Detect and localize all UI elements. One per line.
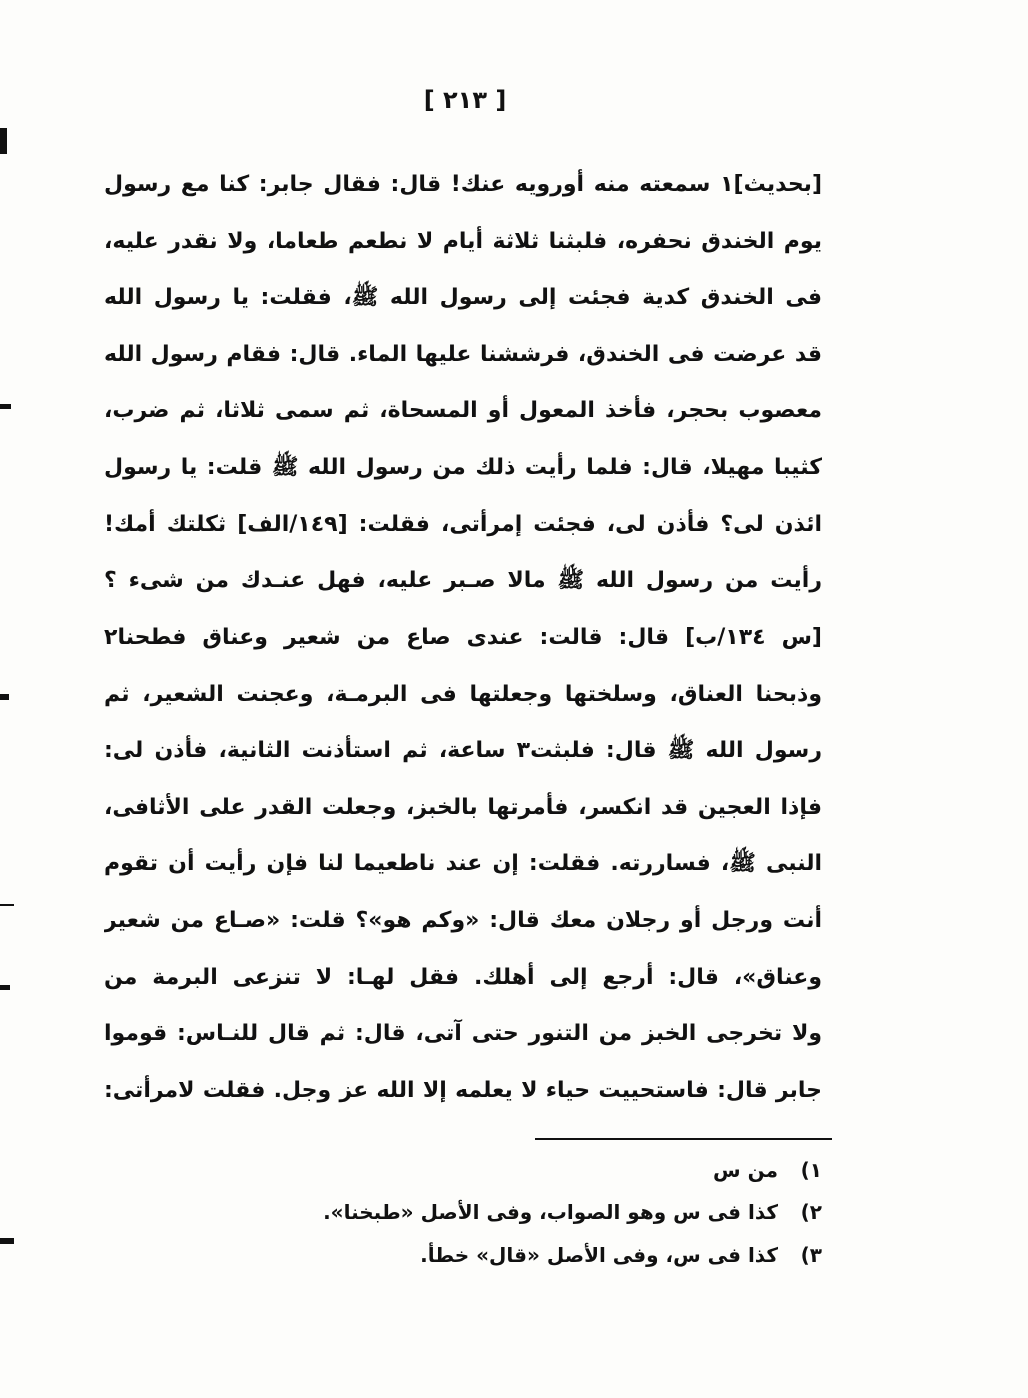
footnote (323, 1194, 822, 1230)
text-line: فى الخندق كدية فجئت إلى رسول الله ﷺ، فقلت: يا رسول الله (104, 285, 822, 310)
text-line: وعناق»، قال: أرجع إلى أهلك. فقل لهـا: لا تنزعى البرمة من (104, 965, 822, 990)
text-line: قد عرضت فى الخندق، فرششنا عليها الماء. قال: فقام رسول الله (104, 342, 822, 367)
footnote-text: كذا فى س، وفى الأصل «قال» خطأ. (420, 1243, 778, 1267)
footnote-text: كذا فى س وهو الصواب، وفى الأصل «طبخنا». (323, 1200, 778, 1224)
scan-artifact (0, 694, 9, 700)
footnote-marker: ٢) (800, 1200, 822, 1224)
scan-artifact (0, 404, 11, 409)
text-line: رسول الله ﷺ قال: فلبثت٣ ساعة، ثم استأذنت الثانية، فأذن لى: (104, 738, 822, 763)
text-line: معصوب بحجر، فأخذ المعول أو المسحاة، ثم سمى ثلاثا، ثم ضرب، (104, 398, 822, 423)
footnote-marker: ١) (800, 1158, 822, 1182)
text-line: وذبحنا العناق، وسلختها وجعلتها فى البرمـة، وعجنت الشعير، ثم (104, 682, 822, 707)
footnote (713, 1152, 822, 1188)
text-line: [س ١٣٤/ب] قال: قالت: عندى صاع من شعير وعناق فطحنا٢ (104, 625, 822, 650)
text-line: ائذن لى؟ فأذن لى، فجئت إمرأتى، فقلت: [١٤٩/الف] ثكلتك أمك! (104, 512, 822, 537)
text-line: ولا تخرجى الخبز من التنور حتى آتى، قال: ثم قال للنـاس: قوموا (104, 1021, 822, 1046)
text-line: كثيبا مهيلا، قال: فلما رأيت ذلك من رسول الله ﷺ قلت: يا رسول (104, 455, 822, 480)
text-line: أنت ورجل أو رجلان معك قال: «وكم هو»؟ قلت: «صـاع من شعير (104, 908, 822, 933)
text-line: رأيت من رسول الله ﷺ مالا صـبر عليه، فهل عنـدك من شىء ؟ (104, 568, 822, 593)
scan-artifact (0, 1238, 14, 1244)
text-line: فإذا العجين قد انكسر، فأمرتها بالخبز، وجعلت القدر على الأثافى، (104, 795, 822, 820)
text-line: يوم الخندق نحفره، فلبثنا ثلاثة أيام لا نطعم طعاما، ولا نقدر عليه، (104, 229, 822, 254)
scan-artifact (0, 985, 10, 990)
footnote-text: من س (713, 1158, 778, 1182)
text-line: النبى ﷺ، فساررته. فقلت: إن عند ناطعيما لنا فإن رأيت أن تقوم (104, 851, 822, 876)
footnote-separator (535, 1138, 832, 1140)
text-line: جابر قال: فاستحييت حياء لا يعلمه إلا الله عز وجل. فقلت لامرأتى: (104, 1078, 822, 1103)
scan-artifact (0, 904, 14, 906)
page-number: [ ٢١٣ ] (423, 86, 507, 114)
scan-artifact (0, 128, 7, 154)
text-line: [بحديث]١ سمعته منه أورويه عنك! قال: فقال جابر: كنا مع رسول (104, 172, 822, 197)
footnote (420, 1237, 822, 1273)
footnote-marker: ٣) (800, 1243, 822, 1267)
